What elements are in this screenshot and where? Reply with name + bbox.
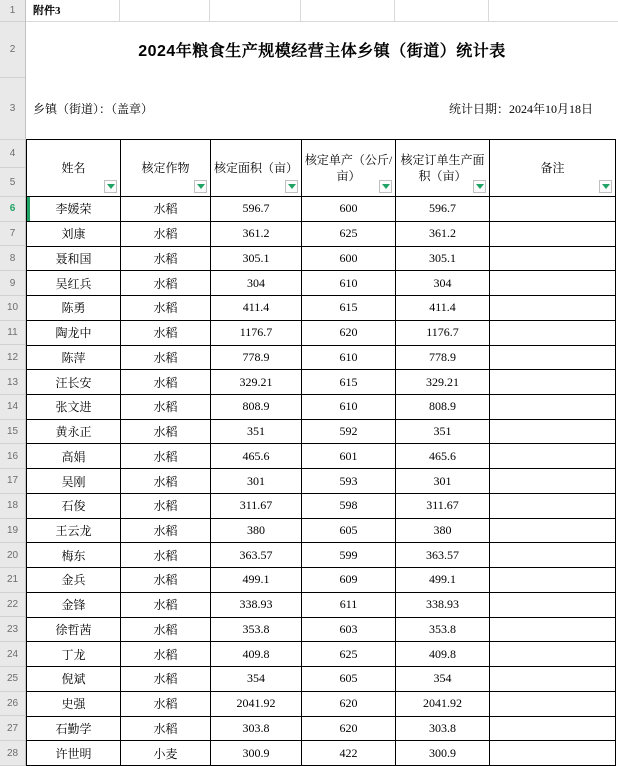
table-row (27, 221, 616, 246)
cell-remark[interactable] (490, 246, 616, 271)
cell-name[interactable]: 陶龙中 (27, 320, 121, 345)
cell-remark[interactable] (490, 493, 616, 518)
row-header[interactable]: 9 (0, 271, 25, 296)
empty-cell[interactable] (395, 0, 489, 21)
row-header[interactable]: 24 (0, 642, 25, 667)
row-header[interactable]: 11 (0, 321, 25, 346)
cell-name[interactable]: 许世明 (27, 741, 121, 766)
cell-order-area[interactable]: 778.9 (396, 345, 490, 370)
cell-name[interactable]: 王云龙 (27, 518, 121, 543)
cell-crop[interactable]: 水稻 (121, 667, 211, 692)
cell-remark[interactable] (490, 741, 616, 766)
attachment-note-cell[interactable] (26, 0, 120, 21)
cell-name[interactable]: 金兵 (27, 568, 121, 593)
cell-crop[interactable]: 水稻 (121, 691, 211, 716)
chevron-down-icon (602, 184, 610, 189)
page-title: 2024年粮食生产规模经营主体乡镇（街道）统计表 (138, 43, 506, 61)
row-header[interactable]: 1 (0, 0, 25, 22)
cell-area[interactable]: 465.6 (211, 444, 302, 469)
column-header-label: 核定面积（亩） (213, 161, 298, 176)
chevron-down-icon (476, 184, 484, 189)
column-header-remark[interactable] (490, 140, 616, 197)
row-header[interactable]: 14 (0, 395, 25, 420)
cell-yield[interactable]: 605 (302, 667, 396, 692)
row-header[interactable]: 22 (0, 593, 25, 618)
column-header-label: 核定订单生产面积（亩） (400, 152, 485, 184)
empty-cell[interactable] (489, 0, 618, 21)
cell-yield[interactable]: 603 (302, 617, 396, 642)
column-header-order-area[interactable] (396, 140, 490, 197)
row-header[interactable]: 16 (0, 444, 25, 469)
cell-remark[interactable] (490, 320, 616, 345)
table-row (27, 394, 616, 419)
table-row (27, 271, 616, 296)
cell-crop[interactable]: 水稻 (121, 568, 211, 593)
empty-cell[interactable] (301, 0, 395, 21)
column-header-label: 姓名 (61, 161, 86, 176)
cell-order-area[interactable]: 380 (396, 518, 490, 543)
cell-crop[interactable]: 水稻 (121, 617, 211, 642)
row-header[interactable]: 19 (0, 519, 25, 544)
cell-area[interactable]: 778.9 (211, 345, 302, 370)
cell-yield[interactable]: 610 (302, 394, 396, 419)
cell-crop[interactable]: 水稻 (121, 493, 211, 518)
cell-area[interactable]: 351 (211, 419, 302, 444)
cell-crop[interactable]: 水稻 (121, 221, 211, 246)
table-row (27, 469, 616, 494)
cell-area[interactable]: 353.8 (211, 617, 302, 642)
table-row (27, 543, 616, 568)
cell-crop[interactable]: 水稻 (121, 296, 211, 321)
row-header[interactable]: 10 (0, 296, 25, 321)
row-header[interactable]: 27 (0, 716, 25, 741)
cell-order-area[interactable]: 409.8 (396, 642, 490, 667)
cell-yield[interactable]: 601 (302, 444, 396, 469)
cell-remark[interactable] (490, 543, 616, 568)
row-header[interactable]: 20 (0, 543, 25, 568)
row-header[interactable]: 21 (0, 568, 25, 593)
cell-crop[interactable]: 水稻 (121, 271, 211, 296)
row-header[interactable]: 8 (0, 246, 25, 271)
township-stamp-label: 乡镇（街道）：（盖章） (33, 101, 154, 116)
row-header[interactable]: 6 (0, 197, 25, 222)
cell-crop[interactable]: 水稻 (121, 370, 211, 395)
cell-name[interactable]: 聂和国 (27, 246, 121, 271)
row-header[interactable]: 23 (0, 617, 25, 642)
filter-dropdown-icon[interactable] (473, 180, 486, 193)
sheet-row-1 (26, 0, 618, 22)
cell-order-area[interactable]: 808.9 (396, 394, 490, 419)
cell-crop[interactable]: 水稻 (121, 716, 211, 741)
cell-area[interactable]: 363.57 (211, 543, 302, 568)
cell-yield[interactable]: 422 (302, 741, 396, 766)
cell-order-area[interactable]: 361.2 (396, 221, 490, 246)
cell-order-area[interactable]: 1176.7 (396, 320, 490, 345)
column-header-label: 核定单产（公斤/亩） (304, 152, 393, 184)
cell-name[interactable]: 陈勇 (27, 296, 121, 321)
cell-order-area[interactable]: 353.8 (396, 617, 490, 642)
table-row (27, 741, 616, 766)
row-header[interactable]: 4 (0, 140, 25, 168)
cell-crop[interactable]: 水稻 (121, 419, 211, 444)
cell-crop[interactable]: 水稻 (121, 518, 211, 543)
table-row (27, 667, 616, 692)
cell-yield[interactable]: 593 (302, 469, 396, 494)
cell-crop[interactable]: 水稻 (121, 444, 211, 469)
chevron-down-icon (288, 184, 296, 189)
cell-name[interactable]: 黄永正 (27, 419, 121, 444)
statistics-table (26, 139, 616, 766)
table-row (27, 370, 616, 395)
statistics-date-label: 统计日期：2024年10月18日 (448, 101, 593, 116)
table-row (27, 642, 616, 667)
column-header-name[interactable] (27, 140, 121, 197)
chevron-down-icon (382, 184, 390, 189)
cell-name[interactable]: 石俊 (27, 493, 121, 518)
cell-remark[interactable] (490, 617, 616, 642)
row-number-gutter (0, 0, 26, 766)
cell-remark[interactable] (490, 394, 616, 419)
chevron-down-icon (197, 184, 205, 189)
row-header[interactable]: 18 (0, 494, 25, 519)
cell-name[interactable]: 张文进 (27, 394, 121, 419)
cell-name[interactable]: 史强 (27, 691, 121, 716)
cell-area[interactable]: 329.21 (211, 370, 302, 395)
cell-area[interactable]: 380 (211, 518, 302, 543)
sheet-content (26, 0, 618, 766)
cell-area[interactable]: 303.8 (211, 716, 302, 741)
filter-dropdown-icon[interactable] (104, 180, 117, 193)
cell-crop[interactable]: 水稻 (121, 543, 211, 568)
cell-remark[interactable] (490, 419, 616, 444)
cell-remark[interactable] (490, 518, 616, 543)
row-header[interactable]: 26 (0, 692, 25, 717)
cell-name[interactable]: 高娟 (27, 444, 121, 469)
title-row (26, 22, 618, 78)
cell-yield[interactable]: 600 (302, 197, 396, 222)
cell-remark[interactable] (490, 642, 616, 667)
cell-remark[interactable] (490, 271, 616, 296)
row-header[interactable]: 25 (0, 667, 25, 692)
cell-yield[interactable]: 620 (302, 691, 396, 716)
cell-yield[interactable]: 615 (302, 370, 396, 395)
cell-name[interactable]: 汪长安 (27, 370, 121, 395)
cell-order-area[interactable]: 499.1 (396, 568, 490, 593)
cell-remark[interactable] (490, 370, 616, 395)
cell-yield[interactable]: 625 (302, 221, 396, 246)
cell-order-area[interactable]: 363.57 (396, 543, 490, 568)
cell-yield[interactable]: 610 (302, 271, 396, 296)
cell-yield[interactable]: 620 (302, 320, 396, 345)
table-row (27, 444, 616, 469)
cell-area[interactable]: 499.1 (211, 568, 302, 593)
row-header[interactable]: 5 (0, 168, 25, 197)
cell-crop[interactable]: 水稻 (121, 345, 211, 370)
cell-yield[interactable]: 600 (302, 246, 396, 271)
cell-name[interactable]: 倪斌 (27, 667, 121, 692)
empty-cell[interactable] (120, 0, 210, 21)
cell-crop[interactable]: 小麦 (121, 741, 211, 766)
cell-area[interactable]: 409.8 (211, 642, 302, 667)
subheader-row (26, 78, 618, 140)
cell-remark[interactable] (490, 444, 616, 469)
cell-area[interactable]: 1176.7 (211, 320, 302, 345)
cell-area[interactable]: 808.9 (211, 394, 302, 419)
cell-remark[interactable] (490, 345, 616, 370)
chevron-down-icon (107, 184, 115, 189)
filter-dropdown-icon[interactable] (379, 180, 392, 193)
cell-order-area[interactable]: 303.8 (396, 716, 490, 741)
table-row (27, 246, 616, 271)
filter-dropdown-icon[interactable] (194, 180, 207, 193)
row-header[interactable]: 7 (0, 222, 25, 247)
cell-order-area[interactable]: 354 (396, 667, 490, 692)
filter-dropdown-icon[interactable] (599, 180, 612, 193)
cell-yield[interactable]: 598 (302, 493, 396, 518)
cell-area[interactable]: 301 (211, 469, 302, 494)
column-header-yield[interactable] (302, 140, 396, 197)
cell-name[interactable]: 石勤学 (27, 716, 121, 741)
cell-remark[interactable] (490, 592, 616, 617)
row-header[interactable]: 17 (0, 469, 25, 494)
cell-remark[interactable] (490, 197, 616, 222)
empty-cell[interactable] (210, 0, 301, 21)
table-header-row (27, 140, 616, 197)
table-row (27, 493, 616, 518)
cell-yield[interactable]: 605 (302, 518, 396, 543)
cell-crop[interactable]: 水稻 (121, 394, 211, 419)
cell-area[interactable]: 596.7 (211, 197, 302, 222)
row-header[interactable]: 12 (0, 345, 25, 370)
cell-order-area[interactable]: 301 (396, 469, 490, 494)
table-row (27, 320, 616, 345)
row-header[interactable]: 28 (0, 741, 25, 766)
table-row (27, 691, 616, 716)
cell-order-area[interactable]: 351 (396, 419, 490, 444)
table-row (27, 419, 616, 444)
row-header[interactable]: 15 (0, 420, 25, 445)
filter-dropdown-icon[interactable] (285, 180, 298, 193)
cell-order-area[interactable]: 304 (396, 271, 490, 296)
cell-area[interactable]: 2041.92 (211, 691, 302, 716)
cell-name[interactable]: 吴红兵 (27, 271, 121, 296)
cell-yield[interactable]: 610 (302, 345, 396, 370)
cell-remark[interactable] (490, 296, 616, 321)
cell-name[interactable]: 刘康 (27, 221, 121, 246)
cell-name[interactable]: 金锋 (27, 592, 121, 617)
row-header[interactable]: 3 (0, 78, 25, 140)
table-row (27, 197, 616, 222)
cell-crop[interactable]: 水稻 (121, 592, 211, 617)
attachment-note: 附件3 (33, 5, 61, 18)
cell-area[interactable]: 300.9 (211, 741, 302, 766)
cell-area[interactable]: 338.93 (211, 592, 302, 617)
cell-order-area[interactable]: 338.93 (396, 592, 490, 617)
cell-yield[interactable]: 592 (302, 419, 396, 444)
column-header-area[interactable] (211, 140, 302, 197)
cell-name[interactable]: 吴刚 (27, 469, 121, 494)
cell-remark[interactable] (490, 469, 616, 494)
cell-name[interactable]: 梅东 (27, 543, 121, 568)
table-row (27, 296, 616, 321)
cell-name[interactable]: 李媛荣 (27, 197, 121, 222)
cell-area[interactable]: 311.67 (211, 493, 302, 518)
column-header-label: 备注 (540, 161, 565, 176)
table-row (27, 345, 616, 370)
cell-order-area[interactable]: 2041.92 (396, 691, 490, 716)
table-row (27, 716, 616, 741)
table-body (27, 197, 616, 766)
cell-crop[interactable]: 水稻 (121, 469, 211, 494)
cell-yield[interactable]: 625 (302, 642, 396, 667)
cell-order-area[interactable]: 311.67 (396, 493, 490, 518)
cell-crop[interactable]: 水稻 (121, 320, 211, 345)
row-header[interactable]: 2 (0, 22, 25, 78)
cell-order-area[interactable]: 596.7 (396, 197, 490, 222)
cell-name[interactable]: 陈萍 (27, 345, 121, 370)
cell-crop[interactable]: 水稻 (121, 642, 211, 667)
cell-area[interactable]: 361.2 (211, 221, 302, 246)
table-row (27, 518, 616, 543)
cell-yield[interactable]: 609 (302, 568, 396, 593)
column-header-label: 核定作物 (141, 161, 190, 176)
cell-area[interactable]: 304 (211, 271, 302, 296)
table-row (27, 617, 616, 642)
cell-crop[interactable]: 水稻 (121, 197, 211, 222)
cell-yield[interactable]: 599 (302, 543, 396, 568)
cell-remark[interactable] (490, 221, 616, 246)
cell-order-area[interactable]: 411.4 (396, 296, 490, 321)
cell-name[interactable]: 丁龙 (27, 642, 121, 667)
cell-name[interactable]: 徐哲茜 (27, 617, 121, 642)
cell-order-area[interactable]: 329.21 (396, 370, 490, 395)
cell-order-area[interactable]: 305.1 (396, 246, 490, 271)
cell-yield[interactable]: 611 (302, 592, 396, 617)
cell-area[interactable]: 354 (211, 667, 302, 692)
column-header-crop[interactable] (121, 140, 211, 197)
cell-yield[interactable]: 620 (302, 716, 396, 741)
cell-area[interactable]: 305.1 (211, 246, 302, 271)
cell-remark[interactable] (490, 568, 616, 593)
cell-remark[interactable] (490, 691, 616, 716)
table-row (27, 568, 616, 593)
cell-order-area[interactable]: 465.6 (396, 444, 490, 469)
row-header[interactable]: 13 (0, 370, 25, 395)
cell-order-area[interactable]: 300.9 (396, 741, 490, 766)
cell-crop[interactable]: 水稻 (121, 246, 211, 271)
cell-area[interactable]: 411.4 (211, 296, 302, 321)
table-row (27, 592, 616, 617)
cell-yield[interactable]: 615 (302, 296, 396, 321)
cell-remark[interactable] (490, 716, 616, 741)
cell-remark[interactable] (490, 667, 616, 692)
